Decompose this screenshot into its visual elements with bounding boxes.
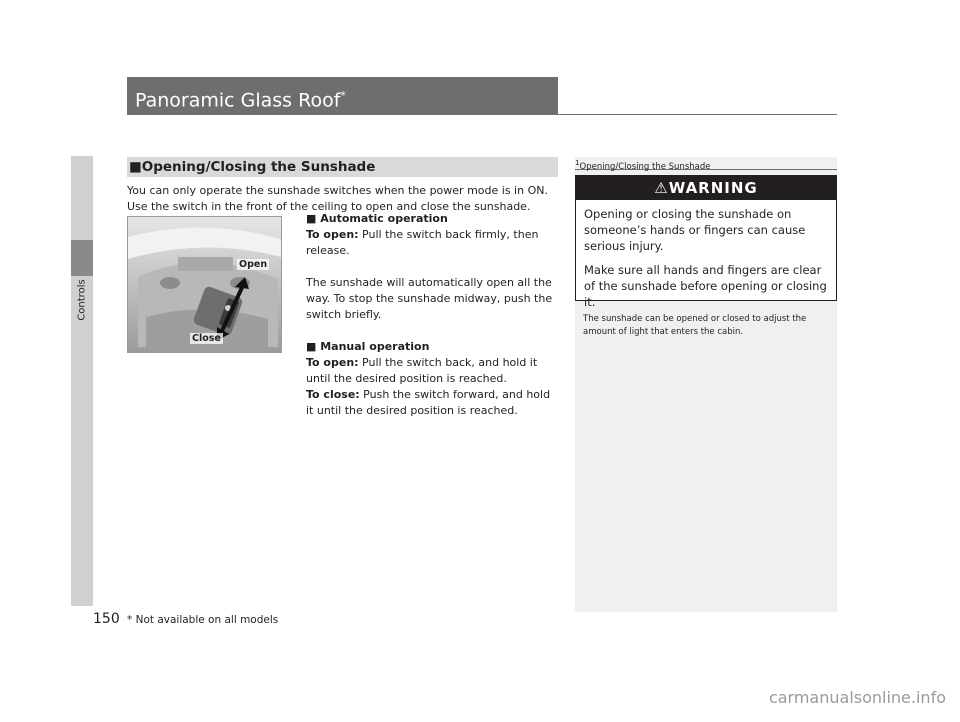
close-callout: Close — [192, 333, 221, 344]
section-heading: ■Opening/Closing the Sunshade — [127, 157, 558, 177]
warning-paragraph-1: Opening or closing the sunshade on someone’s hands or fingers can cause serious injury. — [584, 207, 806, 253]
warning-title — [576, 176, 836, 200]
automatic-open — [306, 227, 558, 259]
manual-open-prefix: To open: — [306, 356, 359, 369]
manual-open — [306, 355, 558, 387]
sidebar-reference — [575, 157, 837, 170]
automatic-body: The sunshade will automatically open all the way. To stop the sunshade midway, push the switch briefly. — [306, 276, 553, 321]
sidebar-note: The sunshade can be opened or closed to adjust the amount of light that enters the cabin. — [583, 314, 807, 337]
title-rule — [127, 114, 837, 115]
warning-box — [575, 175, 837, 309]
page-title — [127, 77, 558, 115]
sunshade-switch-photo — [127, 216, 282, 353]
automatic-heading: ■ Automatic operation — [306, 212, 448, 225]
chapter-label: Controls — [76, 279, 88, 321]
reference-mark: 1 — [575, 158, 580, 167]
side-tab — [71, 156, 93, 606]
side-tab-marker — [71, 240, 93, 276]
console-illustration — [128, 217, 281, 352]
footnote: * Not available on all models — [127, 614, 279, 626]
manual-open-text: Pull the switch back, and hold it until the desired position is reached. — [306, 356, 538, 385]
reference-title: Opening/Closing the Sunshade — [579, 161, 711, 172]
intro-text: You can only operate the sunshade switches when the power mode is in ON. Use the switch in the front of the ceiling to open and close the sunshade. — [127, 184, 548, 213]
manual-close-prefix: To close: — [306, 388, 360, 401]
automatic-open-text: Pull the switch back firmly, then release. — [306, 228, 539, 257]
warning-title-text: WARNING — [668, 179, 758, 197]
automatic-open-prefix: To open: — [306, 228, 359, 241]
warning-paragraph-2: Make sure all hands and fingers are clear of the sunshade before opening or closing it. — [584, 263, 827, 309]
page-number: 150 — [93, 611, 120, 627]
warning-icon: ⚠ — [654, 179, 669, 197]
manual-close-text: Push the switch forward, and hold it until the desired position is reached. — [306, 388, 551, 417]
manual-heading: ■ Manual operation — [306, 340, 430, 353]
page-title-text: Panoramic Glass Roof — [135, 89, 341, 112]
warning-text — [576, 200, 836, 310]
title-footnote-mark: * — [340, 89, 346, 102]
open-callout: Open — [239, 259, 268, 270]
operation-column — [306, 211, 558, 419]
manual-close — [306, 387, 558, 419]
watermark: carmanualsonline.info — [768, 688, 946, 707]
